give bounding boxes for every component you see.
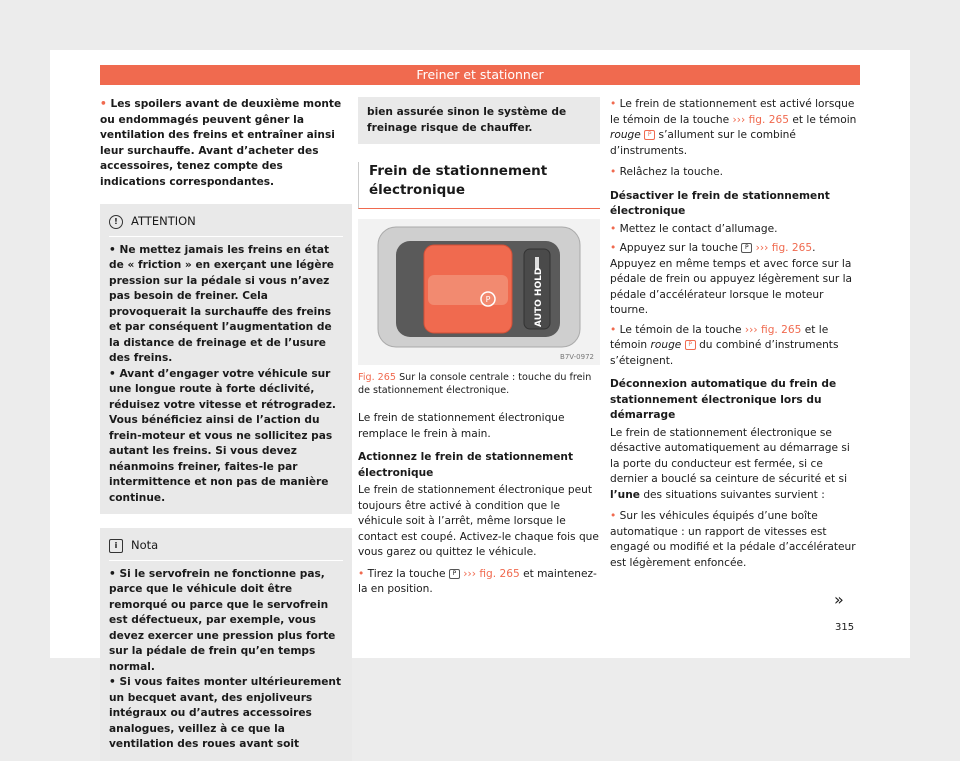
figure-parking-brake — [358, 219, 600, 365]
step-item: • Sur les véhicules équipés d’une boîte automatique : un rapport de vitesses est engagé ou modifié et la pédale d’accélérateur est légèrement enfoncée. — [610, 510, 856, 569]
step-text: et maintenez-la en position. — [358, 567, 597, 595]
continue-mark: » — [834, 590, 844, 609]
bold-word: l’une — [610, 488, 640, 501]
info-icon: i — [109, 539, 123, 553]
page-number: 315 — [835, 622, 855, 633]
column-3 — [610, 97, 860, 571]
auto-hold-label: AUTO HOLD — [534, 267, 544, 327]
subheading-deactivate: Désactiver le frein de stationnement électronique — [610, 189, 830, 217]
column-1 — [100, 97, 352, 761]
step-text: Relâchez la touche. — [619, 166, 724, 178]
step-text: du combiné d’instruments s’éteignent. — [610, 339, 839, 367]
note-item: • Si vous faites monter ultérieurement un becquet avant, des enjoliveurs intégraux ou d’autres accessoires analogues, veillez à ce que la ventilation des roues avant soit — [109, 676, 342, 750]
column-2 — [358, 97, 600, 598]
page-header: Freiner et stationner — [100, 65, 860, 85]
arrow-icon: ››› — [732, 113, 746, 126]
figure-reference[interactable]: fig. 265 — [761, 323, 802, 336]
note-item: • Si le servofrein ne fonctionne pas, parce que le véhicule doit être remorqué ou parce que le servofrein est défectueux, par exemple, vous devez exercer une pression plus forte sur la pédale de frein qu’en temps normal. — [109, 567, 336, 673]
brake-warning-icon: P — [644, 130, 655, 140]
step-text: Mettez le contact d’allumage. — [619, 222, 778, 235]
figure-label: Fig. 265 — [358, 372, 396, 383]
step-text: et le témoin — [610, 323, 829, 351]
svg-text:P: P — [485, 295, 491, 304]
step-text: Sur les véhicules équipés d’une boîte automatique : un rapport de vitesses est engagé ou modifié et la pédale d’accélérateur est légèrement enfoncée. — [610, 510, 856, 569]
paragraph-text: Le frein de stationnement électronique se désactive automatiquement au démarrage si la porte du conducteur est fermée, si ce dernier a bouclé sa ceinture de sécurité et si — [610, 426, 850, 485]
step-text: Appuyez sur la touche — [619, 242, 738, 254]
attention-header — [109, 212, 343, 237]
step-item: • Mettez le contact d’allumage. — [610, 222, 778, 235]
attention-item-text: Avant d’engager votre véhicule sur une longue route à forte déclivité, réduisez votre vitesse et rétrogradez. Vous bénéficiez ainsi de l’action du frein-moteur et vous ne sollicitez pas autant les freins. Si vous devez néanmoins freiner, faites-le par intermittence et non pas de manière continue. — [109, 367, 336, 504]
parking-brake-icon: P — [449, 569, 460, 579]
arrow-icon: ››› — [463, 567, 476, 580]
paragraph: Le frein de stationnement électronique peut toujours être activé à condition que le véhicule soit à l’arrêt, même lorsque le contact est coupé. Activez-le chaque fois que vous garez ou quittez le véhicule. — [358, 484, 599, 558]
attention-title: ATTENTION — [131, 214, 196, 228]
intro-paragraph — [100, 97, 352, 190]
note-box — [100, 528, 352, 761]
step-text: Le témoin de la touche — [619, 323, 742, 336]
step-text: Le frein de stationnement est activé lorsque le témoin de la touche — [610, 98, 855, 126]
intro-text: Les spoilers avant de deuxième monte ou endommagés peuvent gêner la ventilation des freins et entraîner ainsi leur surchauffe. Avant d’acheter des accessoires, tenez compte des indications correspondantes. — [100, 98, 342, 188]
attention-item-text: Ne mettez jamais les freins en état de « friction » en exerçant une légère pression sur la pédale si vous n’avez pas besoin de freiner. Cela provoquerait la surchauffe des freins et par conséquent l’augmentation de la distance de freinage et de l’usure des freins. — [109, 243, 334, 364]
warning-icon: ! — [109, 215, 123, 229]
note-header — [109, 536, 343, 561]
arrow-icon: ››› — [744, 323, 758, 336]
brake-warning-icon: P — [685, 340, 696, 350]
parking-brake-icon: P — [741, 243, 752, 253]
step-item: • Relâchez la touche. — [610, 166, 724, 178]
note-item-text: Si le servofrein ne fonctionne pas, parce que le véhicule doit être remorqué ou parce que le servofrein est défectueux, par exemple, vous devez exercer une pression plus forte sur la pédale de frein qu’en temps normal. — [109, 567, 336, 673]
attention-item: • Avant d’engager votre véhicule sur une longue route à forte déclivité, réduisez votre vitesse et rétrogradez. Vous bénéficiez ainsi de l’action du frein-moteur et vous ne sollicitez pas autant les freins. Si vous devez néanmoins freiner, faites-le par intermittence et non pas de manière continue. — [109, 367, 336, 504]
subheading-apply: Actionnez le frein de stationnement électronique — [358, 451, 574, 479]
step-text: et le témoin — [792, 113, 857, 126]
step-text: s’allument sur le combiné d’instruments. — [610, 129, 796, 157]
arrow-icon: ››› — [755, 242, 769, 254]
step-text: Tirez la touche — [367, 567, 446, 580]
attention-item: • Ne mettez jamais les freins en état de « friction » en exerçant une légère pression sur la pédale si vous n’avez pas besoin de freiner. Cela provoquerait la surchauffe des freins et par conséquent l’augmentation de la distance de freinage et de l’usure des freins. — [109, 243, 334, 364]
note-item-text: Si vous faites monter ultérieurement un becquet avant, des enjoliveurs intégraux ou d’autres accessoires analogues, veillez à ce que la ventilation des roues avant soit — [109, 676, 342, 750]
figure-caption-text: Sur la console centrale : touche du frein de stationnement électronique. — [358, 372, 592, 396]
paragraph: Le frein de stationnement électronique remplace le frein à main. — [358, 412, 565, 440]
figure-caption — [358, 371, 600, 397]
figure-reference[interactable]: fig. 265 — [748, 113, 789, 126]
step-text: . Appuyez en même temps et avec force sur la pédale de frein ou appuyez légèrement sur la pédale d’accélérateur lorsque le moteur tourne. — [610, 242, 853, 316]
figure-reference[interactable]: fig. 265 — [479, 567, 520, 580]
figure-reference[interactable]: fig. 265 — [771, 242, 813, 254]
bullet: • — [100, 98, 111, 110]
red-word: rouge — [650, 339, 682, 351]
step-item: • Le témoin de la touche ››› fig. 265 et le témoin rouge P du combiné d’instruments s’éteignent. — [610, 323, 839, 367]
step-item: • Appuyez sur la touche P ››› fig. 265. Appuyez en même temps et avec force sur la pédale de frein ou appuyez légèrement sur la pédale d’accélérateur lorsque le moteur tourne. — [610, 242, 853, 316]
continued-box — [358, 97, 600, 144]
attention-box — [100, 204, 352, 514]
subheading-auto-release: Déconnexion automatique du frein de stationnement électronique lors du démarrage — [610, 378, 837, 421]
paragraph — [610, 426, 860, 504]
section-title: Frein de stationnement électronique — [358, 162, 600, 209]
parking-brake-illustration — [358, 219, 600, 365]
figure-code: B7V-0972 — [560, 353, 594, 361]
note-title: Nota — [131, 538, 159, 552]
continued-text: bien assurée sinon le système de freinage risque de chauffer. — [367, 106, 567, 134]
step-item: • Le frein de stationnement est activé lorsque le témoin de la touche ››› fig. 265 et le témoin rouge P s’allument sur le combiné d’instruments. — [610, 98, 857, 157]
paragraph-text: des situations suivantes survient : — [643, 488, 825, 501]
red-word: rouge — [610, 129, 641, 141]
step-item: • Tirez la touche P ››› fig. 265 et maintenez-la en position. — [358, 567, 597, 595]
